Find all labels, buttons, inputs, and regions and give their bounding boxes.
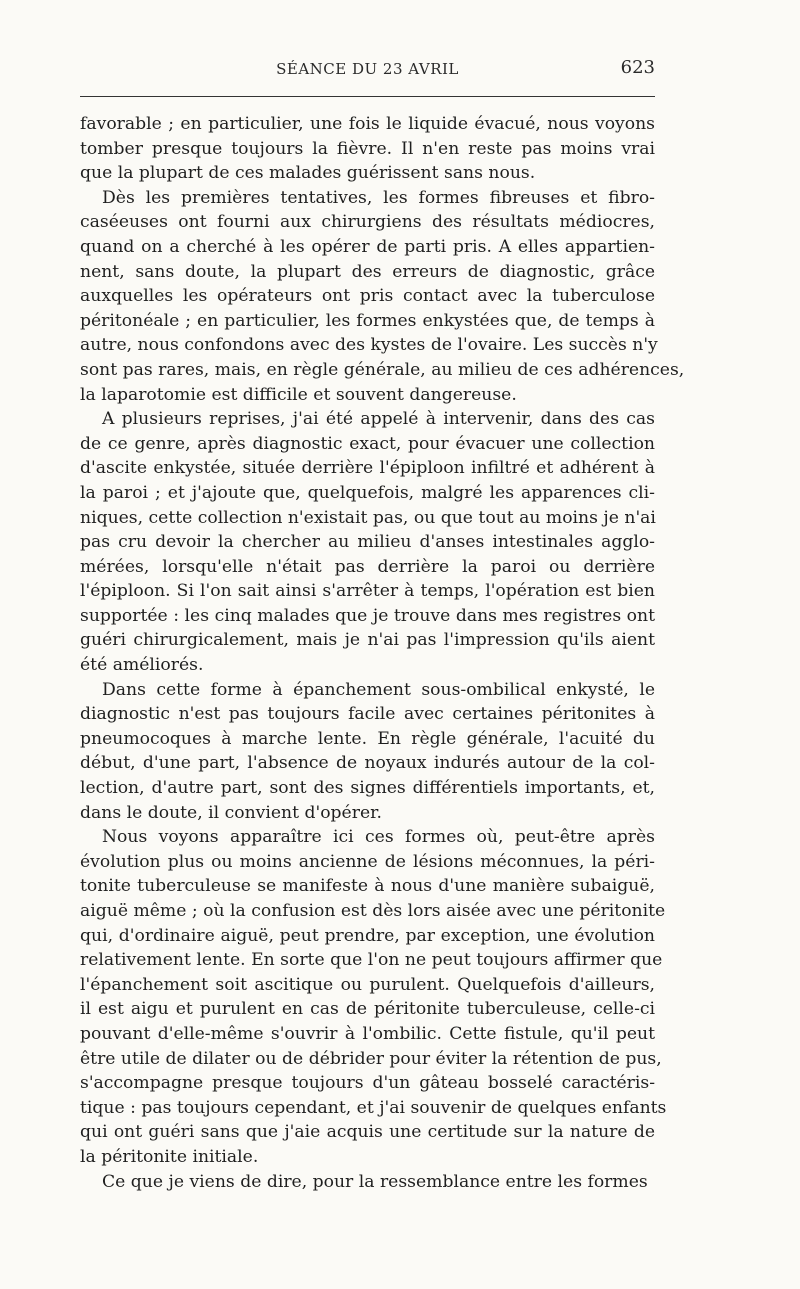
page-number: 623 [620, 57, 655, 78]
text-line: Dans cette forme à épanchement sous-ombilical enkysté, le [102, 679, 655, 700]
text-line: auxquelles les opérateurs ont pris contact avec la tuberculose [80, 286, 655, 307]
text-line: tomber presque toujours la fièvre. Il n'en reste pas moins vrai [80, 138, 655, 159]
paragraph [80, 678, 655, 826]
header-rule [80, 96, 655, 97]
text-line: supportée : les cinq malades que je trouve dans mes registres ont [80, 605, 655, 626]
text-line: la péritonite initiale. [80, 1146, 259, 1167]
text-line: s'accompagne presque toujours d'un gâteau bosselé caractéris- [80, 1073, 655, 1094]
text-line: pas cru devoir la chercher au milieu d'anses intestinales agglo- [80, 532, 655, 553]
text-line: guéri chirurgicalement, mais je n'ai pas l'impression qu'ils aient [80, 630, 655, 651]
text-line: que la plupart de ces malades guérissent sans nous. [80, 163, 536, 184]
text-line: niques, cette collection n'existait pas, ou que tout au moins je n'ai [80, 507, 656, 528]
paragraph [80, 407, 655, 678]
text-line: relativement lente. En sorte que l'on ne peut toujours affirmer que [80, 950, 663, 971]
text-line: Ce que je viens de dire, pour la ressemblance entre les formes [102, 1171, 648, 1192]
text-line: favorable ; en particulier, une fois le liquide évacué, nous voyons [80, 114, 655, 134]
text-line: début, d'une part, l'absence de noyaux indurés autour de la col- [80, 753, 655, 774]
text-line: Dès les premières tentatives, les formes fibreuses et fibro- [102, 187, 655, 208]
text-line: sont pas rares, mais, en règle générale, au milieu de ces adhérences, [80, 359, 685, 380]
paragraph [80, 825, 667, 1169]
text-line: d'ascite enkystée, située derrière l'épiploon infiltré et adhérent à [80, 458, 655, 479]
text-line: l'épanchement soit ascitique ou purulent. Quelquefois d'ailleurs, [80, 974, 655, 995]
text-line: qui ont guéri sans que j'aie acquis une certitude sur la nature de [80, 1122, 655, 1143]
text-line: l'épiploon. Si l'on sait ainsi s'arrêter à temps, l'opération est bien [80, 581, 655, 602]
text-line: quand on a cherché à les opérer de parti pris. A elles appartien- [80, 236, 655, 257]
text-line: lection, d'autre part, sont des signes différentiels importants, et, [80, 778, 655, 799]
text-line: aiguë même ; où la confusion est dès lors aisée avec une péritonite [80, 901, 666, 921]
text-line: tique : pas toujours cependant, et j'ai souvenir de quelques enfants [80, 1097, 667, 1118]
text-line: de ce genre, après diagnostic exact, pour évacuer une collection [80, 433, 655, 454]
text-line: A plusieurs reprises, j'ai été appelé à intervenir, dans des cas [102, 409, 655, 430]
text-line: être utile de dilater ou de débrider pour éviter la rétention de pus, [80, 1048, 662, 1069]
text-line: nent, sans doute, la plupart des erreurs de diagnostic, grâce [80, 261, 655, 282]
text-line: diagnostic n'est pas toujours facile avec certaines péritonites à [80, 704, 655, 725]
text-line: pneumocoques à marche lente. En règle générale, l'acuité du [80, 728, 655, 749]
text-line: Nous voyons apparaître ici ces formes où, peut-être après [102, 827, 655, 848]
text-line: évolution plus ou moins ancienne de lésions méconnues, la péri- [80, 851, 655, 872]
text-line: tonite tuberculeuse se manifeste à nous d'une manière subaiguë, [80, 876, 655, 897]
text-line: pouvant d'elle-même s'ouvrir à l'ombilic. Cette fistule, qu'il peut [80, 1023, 655, 1044]
paragraph [80, 186, 685, 407]
page-header [80, 54, 655, 84]
text-line: il est aigu et purulent en cas de péritonite tuberculeuse, celle-ci [80, 999, 655, 1020]
paragraph [80, 1170, 655, 1195]
text-line: été améliorés. [80, 655, 204, 676]
text-line: la laparotomie est difficile et souvent dangereuse. [80, 384, 517, 405]
text-line: autre, nous confondons avec des kystes de l'ovaire. Les succès n'y [80, 335, 658, 356]
text-line: mérées, lorsqu'elle n'était pas derrière la paroi ou derrière [80, 556, 655, 577]
text-line: caséeuses ont fourni aux chirurgiens des résultats médiocres, [80, 212, 655, 233]
page-body [80, 112, 685, 1194]
text-line: qui, d'ordinaire aiguë, peut prendre, par exception, une évolution [80, 925, 655, 946]
text-line: dans le doute, il convient d'opérer. [80, 802, 382, 823]
text-line: péritonéale ; en particulier, les formes enkystées que, de temps à [80, 310, 655, 331]
running-title: SÉANCE DU 23 AVRIL [276, 60, 459, 78]
paragraph [80, 112, 655, 186]
text-line: la paroi ; et j'ajoute que, quelquefois, malgré les apparences cli- [80, 482, 655, 503]
